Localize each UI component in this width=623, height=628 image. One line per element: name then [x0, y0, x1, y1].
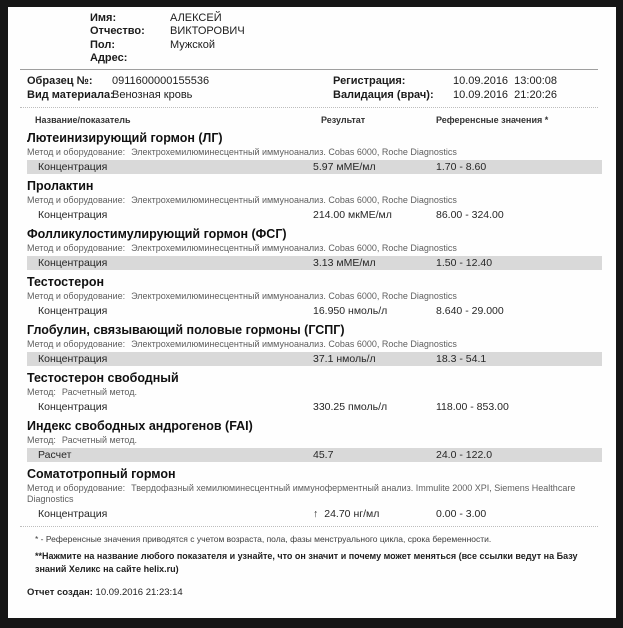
test-title-link[interactable]: Индекс свободных андрогенов (FAI)	[27, 419, 253, 433]
test-title-link[interactable]: Соматотропный гормон	[27, 467, 176, 481]
method-line	[27, 291, 587, 302]
high-flag-icon: ↑	[313, 508, 319, 520]
row-label: Концентрация	[38, 305, 108, 317]
patient-sex-row	[27, 38, 604, 52]
result-text: 16.950 нмоль/л	[313, 305, 388, 317]
method-text: Электрохемилюминесцентный иммуноанализ. Cobas 6000, Roche Diagnostics	[131, 291, 457, 301]
result-text: 330.25 пмоль/л	[313, 401, 388, 413]
method-label: Метод и оборудование:	[27, 339, 126, 349]
section-fai	[27, 419, 604, 462]
footnote-reference-values: * - Референсные значения приводятся с учетом возраста, пола, фазы менструального цикла, срока беременности.	[35, 534, 492, 544]
result-value	[313, 305, 436, 317]
reference-range: 1.50 - 12.40	[436, 257, 493, 269]
method-line	[27, 243, 587, 254]
row-label: Концентрация	[38, 161, 108, 173]
method-text: Электрохемилюминесцентный иммуноанализ. Cobas 6000, Roche Diagnostics	[131, 243, 457, 253]
method-line	[27, 483, 587, 505]
reference-range: 8.640 - 29.000	[436, 305, 504, 317]
test-title-link[interactable]: Тестостерон	[27, 275, 105, 289]
method-line	[27, 195, 587, 206]
result-text: 45.7	[313, 449, 334, 461]
method-text: Электрохемилюминесцентный иммуноанализ. Cobas 6000, Roche Diagnostics	[131, 147, 457, 157]
separator-line	[20, 69, 598, 70]
result-row	[27, 256, 602, 270]
patient-name-value: АЛЕКСЕЙ	[170, 11, 222, 24]
result-value	[313, 508, 436, 520]
result-row	[27, 507, 602, 521]
patient-block	[27, 11, 604, 65]
section-fsh	[27, 227, 604, 270]
reference-range: 24.0 - 122.0	[436, 449, 493, 461]
row-label: Концентрация	[38, 508, 108, 520]
result-row	[27, 352, 602, 366]
method-label: Метод и оборудование:	[27, 243, 126, 253]
section-shbg	[27, 323, 604, 366]
method-label: Метод и оборудование:	[27, 291, 126, 301]
reference-range: 0.00 - 3.00	[436, 508, 487, 520]
validation-label: Валидация (врач):	[333, 88, 434, 101]
patient-sex-label: Пол:	[90, 38, 116, 51]
report-created-label: Отчет создан:	[27, 587, 93, 598]
method-text: Расчетный метод.	[61, 387, 137, 397]
material-row	[27, 89, 604, 103]
report-created-value: 10.09.2016 21:23:14	[95, 587, 183, 598]
result-text: 214.00 мкМЕ/мл	[313, 209, 392, 221]
result-row	[27, 160, 602, 174]
column-header-name: Название/показатель	[35, 115, 131, 125]
result-row	[27, 208, 602, 222]
lab-report-page	[8, 7, 616, 618]
patient-patronymic-label: Отчество:	[90, 25, 145, 38]
method-label: Метод:	[27, 387, 56, 397]
test-sections	[27, 131, 604, 521]
column-header-result: Результат	[321, 115, 366, 125]
section-free-testosterone	[27, 371, 604, 414]
result-value	[313, 257, 436, 269]
method-label: Метод и оборудование:	[27, 195, 126, 205]
sample-id-label: Образец №:	[27, 75, 93, 87]
method-line	[27, 339, 587, 350]
method-text: Электрохемилюминесцентный иммуноанализ. Cobas 6000, Roche Diagnostics	[131, 195, 457, 205]
footnote-helix-link-note: **Нажмите на название любого показателя и узнайте, что он значит и почему может меняться (все ссылки ведут на Базу знаний Хеликс на сайте helix.ru)	[35, 551, 578, 574]
patient-patronymic-value: ВИКТОРОВИЧ	[170, 25, 245, 38]
section-lh	[27, 131, 604, 174]
dotted-separator-top	[20, 107, 598, 108]
sample-id-row	[27, 75, 604, 89]
reference-range: 118.00 - 853.00	[436, 401, 509, 413]
patient-address-row	[27, 52, 604, 66]
validation-value: 10.09.2016 21:20:26	[453, 88, 557, 101]
registration-label: Регистрация:	[333, 75, 406, 87]
reference-range: 86.00 - 324.00	[436, 209, 504, 221]
method-label: Метод и оборудование:	[27, 483, 126, 493]
report-content	[8, 7, 616, 598]
test-title-link[interactable]: Тестостерон свободный	[27, 371, 179, 385]
patient-address-label: Адрес:	[90, 52, 128, 65]
result-row	[27, 448, 602, 462]
result-text: 37.1 нмоль/л	[313, 353, 376, 365]
row-label: Концентрация	[38, 401, 108, 413]
method-line	[27, 147, 587, 158]
section-testosterone	[27, 275, 604, 318]
result-value	[313, 401, 436, 413]
row-label: Расчет	[38, 449, 72, 461]
row-label: Концентрация	[38, 209, 108, 221]
registration-value: 10.09.2016 13:00:08	[453, 75, 557, 87]
table-header	[27, 114, 602, 126]
method-line	[27, 435, 587, 446]
result-value	[313, 353, 436, 365]
patient-sex-value: Мужской	[170, 38, 215, 51]
method-text: Расчетный метод.	[61, 435, 137, 445]
sample-block	[27, 75, 604, 102]
patient-patronymic-row	[27, 25, 604, 39]
test-title-link[interactable]: Пролактин	[27, 179, 94, 193]
result-text: 3.13 мМЕ/мл	[313, 257, 376, 269]
row-label: Концентрация	[38, 257, 108, 269]
method-text: Твердофазный хемилюминесцентный иммуноферментный анализ. Immulite 2000 XPI, Siemens Healthcare Diagnostics	[27, 483, 576, 504]
result-text: 5.97 мМЕ/мл	[313, 161, 376, 173]
section-somatotropin	[27, 467, 604, 521]
reference-range: 1.70 - 8.60	[436, 161, 487, 173]
column-header-reference: Референсные значения *	[436, 115, 549, 125]
method-label: Метод и оборудование:	[27, 147, 126, 157]
method-line	[27, 387, 587, 398]
patient-name-label: Имя:	[90, 11, 117, 24]
result-row	[27, 304, 602, 318]
report-created-row	[27, 587, 604, 598]
material-value: Венозная кровь	[112, 88, 193, 101]
method-text: Электрохемилюминесцентный иммуноанализ. Cobas 6000, Roche Diagnostics	[131, 339, 457, 349]
test-title-link[interactable]: Фолликулостимулирующий гормон (ФСГ)	[27, 227, 287, 241]
result-row	[27, 400, 602, 414]
method-label: Метод:	[27, 435, 56, 445]
result-text: 24.70 нг/мл	[324, 508, 380, 520]
reference-range: 18.3 - 54.1	[436, 353, 487, 365]
dotted-separator-bottom	[20, 526, 598, 527]
test-title-link[interactable]: Глобулин, связывающий половые гормоны (ГСПГ)	[27, 323, 345, 337]
result-value	[313, 449, 436, 461]
result-value	[313, 209, 436, 221]
patient-name-row	[27, 11, 604, 25]
row-label: Концентрация	[38, 353, 108, 365]
section-prolactin	[27, 179, 604, 222]
sample-id-value: 0911600000155536	[112, 75, 210, 87]
material-label: Вид материала:	[27, 88, 114, 101]
result-value	[313, 161, 436, 173]
test-title-link[interactable]: Лютеинизирующий гормон (ЛГ)	[27, 131, 223, 145]
